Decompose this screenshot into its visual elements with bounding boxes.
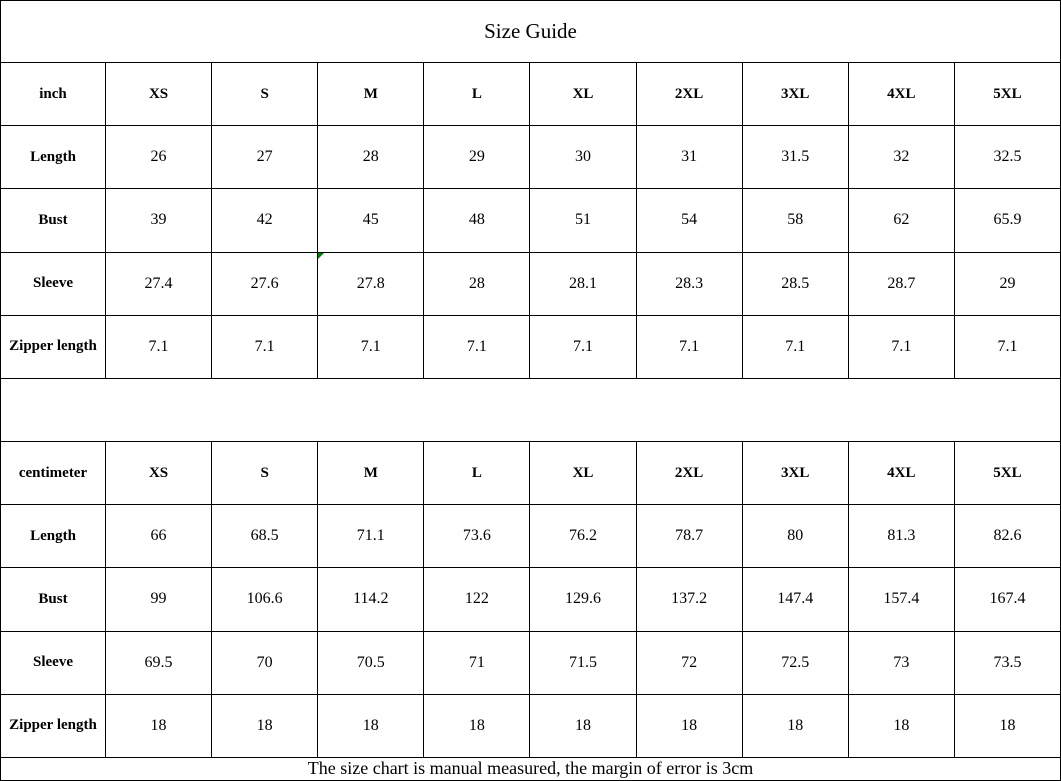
value-cell: 147.4 — [742, 568, 848, 631]
row-label-cell: Sleeve — [1, 631, 106, 694]
measure-row-bust — [1, 568, 1061, 631]
unit-label-cell: centimeter — [1, 442, 106, 505]
value-cell: 78.7 — [636, 505, 742, 568]
size-header-cell-2xl: 2XL — [636, 442, 742, 505]
row-label-cell: Sleeve — [1, 252, 106, 315]
size-header-cell-4xl: 4XL — [848, 63, 954, 126]
value-cell: 7.1 — [424, 315, 530, 378]
size-header-cell-5xl: 5XL — [954, 63, 1060, 126]
value-cell: 76.2 — [530, 505, 636, 568]
size-header-cell-xs: XS — [106, 63, 212, 126]
value-cell: 29 — [954, 252, 1060, 315]
size-header-cell-4xl: 4XL — [848, 442, 954, 505]
value-cell: 69.5 — [106, 631, 212, 694]
value-cell: 137.2 — [636, 568, 742, 631]
value-cell: 45 — [318, 189, 424, 252]
value-cell: 18 — [424, 694, 530, 757]
cell-flag-icon — [318, 253, 324, 259]
size-header-cell-m: M — [318, 442, 424, 505]
centimeter-table-body — [1, 442, 1061, 758]
row-label-cell: Zipper length — [1, 694, 106, 757]
value-cell: 7.1 — [530, 315, 636, 378]
row-label-cell: Zipper length — [1, 315, 106, 378]
value-cell: 31.5 — [742, 126, 848, 189]
value-cell: 82.6 — [954, 505, 1060, 568]
value-cell: 7.1 — [636, 315, 742, 378]
value-cell: 71.5 — [530, 631, 636, 694]
value-cell: 28.5 — [742, 252, 848, 315]
size-header-cell-3xl: 3XL — [742, 442, 848, 505]
inch-table-body — [1, 63, 1061, 379]
value-cell: 7.1 — [106, 315, 212, 378]
value-cell: 71 — [424, 631, 530, 694]
value-cell: 70 — [212, 631, 318, 694]
value-cell: 28 — [424, 252, 530, 315]
value-cell: 129.6 — [530, 568, 636, 631]
value-cell: 51 — [530, 189, 636, 252]
size-header-cell-xs: XS — [106, 442, 212, 505]
value-cell: 48 — [424, 189, 530, 252]
value-cell: 99 — [106, 568, 212, 631]
size-header-row — [1, 63, 1061, 126]
value-cell: 73.6 — [424, 505, 530, 568]
value-cell: 157.4 — [848, 568, 954, 631]
measure-row-bust — [1, 189, 1061, 252]
table-separator — [1, 378, 1061, 441]
page-title: Size Guide — [1, 1, 1061, 63]
measure-row-sleeve — [1, 252, 1061, 315]
value-cell: 70.5 — [318, 631, 424, 694]
value-cell: 29 — [424, 126, 530, 189]
value-cell: 18 — [954, 694, 1060, 757]
value-cell: 114.2 — [318, 568, 424, 631]
size-header-cell-l: L — [424, 63, 530, 126]
value-cell: 27 — [212, 126, 318, 189]
value-cell: 27.8 — [318, 252, 424, 315]
size-header-cell-xl: XL — [530, 63, 636, 126]
value-cell: 32.5 — [954, 126, 1060, 189]
row-label-cell: Length — [1, 126, 106, 189]
value-cell: 28.3 — [636, 252, 742, 315]
value-cell: 7.1 — [848, 315, 954, 378]
value-cell: 72.5 — [742, 631, 848, 694]
size-header-row — [1, 442, 1061, 505]
measure-row-length — [1, 505, 1061, 568]
value-cell: 7.1 — [742, 315, 848, 378]
value-cell: 18 — [848, 694, 954, 757]
value-cell: 27.4 — [106, 252, 212, 315]
value-cell: 18 — [530, 694, 636, 757]
size-header-cell-s: S — [212, 442, 318, 505]
value-cell: 27.6 — [212, 252, 318, 315]
footer-note: The size chart is manual measured, the margin of error is 3cm — [1, 757, 1061, 780]
value-cell: 71.1 — [318, 505, 424, 568]
value-cell: 122 — [424, 568, 530, 631]
value-cell: 72 — [636, 631, 742, 694]
row-label-cell: Bust — [1, 189, 106, 252]
row-label-cell: Bust — [1, 568, 106, 631]
value-cell: 65.9 — [954, 189, 1060, 252]
value-cell: 73.5 — [954, 631, 1060, 694]
value-cell: 26 — [106, 126, 212, 189]
size-header-cell-m: M — [318, 63, 424, 126]
value-cell: 18 — [318, 694, 424, 757]
measure-row-zipper-length — [1, 694, 1061, 757]
value-cell: 54 — [636, 189, 742, 252]
value-cell: 31 — [636, 126, 742, 189]
value-cell: 18 — [742, 694, 848, 757]
footer-row — [1, 757, 1061, 780]
table-separator-row — [1, 378, 1061, 441]
value-cell: 62 — [848, 189, 954, 252]
size-header-cell-l: L — [424, 442, 530, 505]
title-row — [1, 1, 1061, 63]
value-cell: 80 — [742, 505, 848, 568]
value-cell: 18 — [106, 694, 212, 757]
measure-row-sleeve — [1, 631, 1061, 694]
value-cell: 7.1 — [318, 315, 424, 378]
measure-row-length — [1, 126, 1061, 189]
size-header-cell-2xl: 2XL — [636, 63, 742, 126]
size-header-cell-s: S — [212, 63, 318, 126]
value-cell: 18 — [212, 694, 318, 757]
size-header-cell-xl: XL — [530, 442, 636, 505]
value-cell: 39 — [106, 189, 212, 252]
value-cell: 42 — [212, 189, 318, 252]
value-cell: 167.4 — [954, 568, 1060, 631]
value-cell: 81.3 — [848, 505, 954, 568]
value-cell: 28 — [318, 126, 424, 189]
value-cell: 106.6 — [212, 568, 318, 631]
value-cell: 18 — [636, 694, 742, 757]
value-cell: 7.1 — [212, 315, 318, 378]
unit-label-cell: inch — [1, 63, 106, 126]
value-cell: 28.7 — [848, 252, 954, 315]
value-cell: 58 — [742, 189, 848, 252]
size-header-cell-5xl: 5XL — [954, 442, 1060, 505]
measure-row-zipper-length — [1, 315, 1061, 378]
row-label-cell: Length — [1, 505, 106, 568]
value-cell: 28.1 — [530, 252, 636, 315]
value-cell: 66 — [106, 505, 212, 568]
size-header-cell-3xl: 3XL — [742, 63, 848, 126]
value-cell: 30 — [530, 126, 636, 189]
value-cell: 7.1 — [954, 315, 1060, 378]
value-cell: 68.5 — [212, 505, 318, 568]
value-cell: 73 — [848, 631, 954, 694]
value-cell: 32 — [848, 126, 954, 189]
